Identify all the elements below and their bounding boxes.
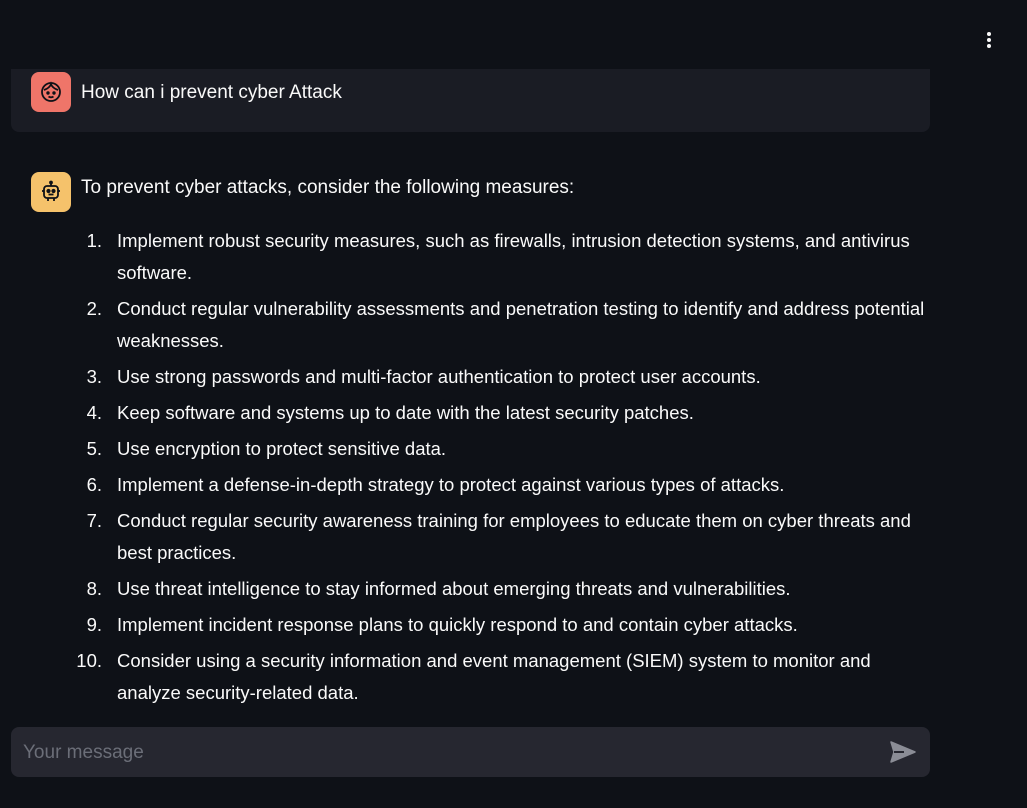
assistant-measures-list [76,225,930,713]
user-avatar [31,72,71,112]
assistant-avatar [31,172,71,212]
list-item: 4. Keep software and systems up to date with the latest security patches. [86,402,694,423]
list-item: 7. Conduct regular security awareness training for employees to educate them on cyber threats and best practices. [86,510,911,563]
message-input[interactable] [21,727,885,779]
main-menu-button[interactable] [976,26,1002,54]
chat-message-list[interactable] [11,0,930,722]
user-face-icon [39,80,63,104]
user-message [11,69,930,132]
list-item: 2. Conduct regular vulnerability assessments and penetration testing to identify and address potential weaknesses. [86,298,925,351]
assistant-intro-text: To prevent cyber attacks, consider the following measures: [81,177,575,198]
list-item: 10. Consider using a security information and event management (SIEM) system to monitor and analyze security-related data. [76,650,871,703]
list-item: 8. Use threat intelligence to stay informed about emerging threats and vulnerabilities. [86,578,791,599]
list-item: 5. Use encryption to protect sensitive data. [86,438,447,459]
send-icon [890,741,916,763]
user-message-text: How can i prevent cyber Attack [81,82,342,103]
list-item: 1. Implement robust security measures, such as firewalls, intrusion detection systems, and antivirus software. [86,230,910,283]
list-item: 3. Use strong passwords and multi-factor authentication to protect user accounts. [86,366,761,387]
kebab-menu-icon [986,31,992,49]
send-button[interactable] [889,739,917,765]
chat-input-bar [11,727,930,777]
list-item: 6. Implement a defense-in-depth strategy to protect against various types of attacks. [86,474,785,495]
robot-icon [39,180,63,204]
list-item: 9. Implement incident response plans to quickly respond to and contain cyber attacks. [86,614,798,635]
